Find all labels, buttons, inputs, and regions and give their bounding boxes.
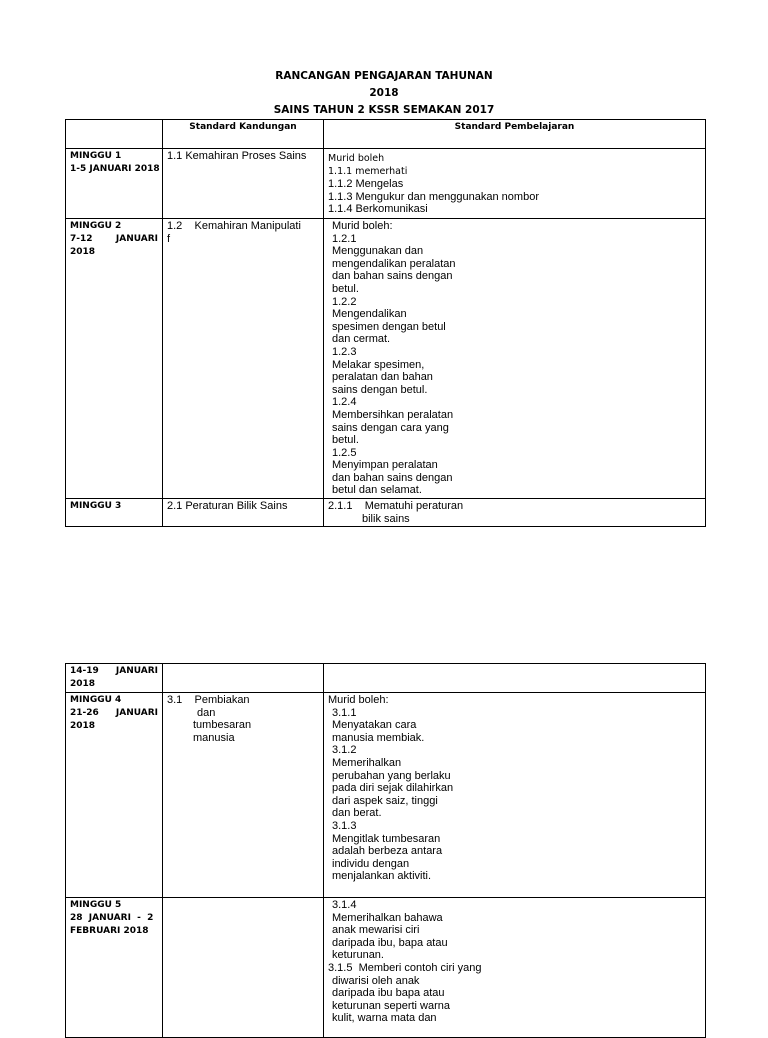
sp-line: diwarisi oleh anak <box>332 974 420 987</box>
week-year: 2018 <box>70 247 96 257</box>
week-date: 14-19 JANUARI <box>70 666 158 676</box>
week-label: MINGGU 5 <box>70 900 122 910</box>
sp-line: keturunan seperti warna <box>332 999 451 1012</box>
sp-line: 1.2.3 <box>332 345 357 358</box>
sp-line: 3.1.4 <box>332 899 357 911</box>
sp-line: dan berat. <box>332 807 382 820</box>
sp-line: betul dan selamat. <box>332 484 422 497</box>
sp-line: Membersihkan peralatan <box>332 408 454 421</box>
sp-line: individu dengan <box>332 857 410 870</box>
sp-line: betul. <box>332 434 359 447</box>
table-row <box>66 693 706 898</box>
sp-line: 1.2.1 <box>332 232 357 245</box>
sp-line: Memerihalkan <box>332 756 402 769</box>
sp-line: 1.1.3 Mengukur dan menggunakan nombor <box>328 190 539 203</box>
sp-line: Mengitlak tumbesaran <box>332 832 441 845</box>
sp-line: 3.1.2 <box>332 744 357 757</box>
sp-line: dan bahan sains dengan <box>332 270 453 283</box>
sp-line: sains dengan betul. <box>332 383 428 396</box>
sp-line: 1.1.4 Berkomunikasi <box>328 203 428 216</box>
standard-pembelajaran-cell <box>324 499 706 527</box>
week-cell <box>66 693 163 898</box>
sp-line: Menyatakan cara <box>332 719 417 732</box>
sp-line: Melakar spesimen, <box>332 358 425 371</box>
sp-line: 1.1.2 Mengelas <box>328 178 404 191</box>
sp-line: Murid boleh <box>328 153 385 164</box>
standard-kandungan-cell <box>163 664 324 693</box>
sp-line: spesimen dengan betul <box>332 320 446 333</box>
page-title <box>0 68 768 119</box>
standard-kandungan-cell <box>163 219 324 499</box>
week-year: 2018 <box>70 679 96 689</box>
sk-line: 3.1 Pembiakan <box>167 694 250 706</box>
sp-line: dari aspek saiz, tinggi <box>332 794 438 807</box>
sk-line: 1.2 Kemahiran Manipulati <box>167 220 301 232</box>
standard-kandungan-cell <box>163 693 324 898</box>
sp-line: daripada ibu bapa atau <box>332 987 445 1000</box>
lesson-plan-table-2 <box>65 663 706 1038</box>
sp-line: Menggunakan dan <box>332 245 424 258</box>
week-cell <box>66 149 163 219</box>
standard-kandungan-cell <box>163 149 324 219</box>
sp-line: Menyimpan peralatan <box>332 459 438 472</box>
week-label: MINGGU 1 <box>70 151 122 161</box>
sp-line: perubahan yang berlaku <box>332 769 451 782</box>
sp-line: adalah berbeza antara <box>332 845 443 858</box>
title-line-2: 2018 <box>369 87 399 99</box>
week-label: MINGGU 3 <box>70 501 122 512</box>
table-header-row <box>66 120 706 149</box>
sp-line: manusia membiak. <box>332 731 425 744</box>
sp-line: mengendalikan peralatan <box>332 257 456 270</box>
sp-line: peralatan dan bahan <box>332 371 433 384</box>
sp-line: 3.1.5 Memberi contoh ciri yang <box>328 961 482 974</box>
table-row <box>66 149 706 219</box>
week-date: 28 JANUARI - 2 <box>70 913 154 923</box>
standard-pembelajaran-cell <box>324 693 706 898</box>
sp-line: dan cermat. <box>332 333 391 346</box>
sp-line: bilik sains <box>362 512 410 525</box>
sp-line: betul. <box>332 282 359 295</box>
sp-line: daripada ibu, bapa atau <box>332 936 448 949</box>
week-date: 7-12 JANUARI <box>70 234 158 244</box>
table-row <box>66 499 706 527</box>
title-line-3: SAINS TAHUN 2 KSSR SEMAKAN 2017 <box>273 104 495 116</box>
sp-line: 1.2.4 <box>332 396 357 409</box>
sk-line: dan <box>197 706 216 719</box>
lesson-plan-table-1 <box>65 119 706 527</box>
sk-line: manusia <box>193 731 235 744</box>
sp-line: 1.1.1 memerhati <box>328 165 408 177</box>
week-label: MINGGU 4 <box>70 695 122 705</box>
sk-text: 2.1 Peraturan Bilik Sains <box>167 500 288 513</box>
week-cell <box>66 664 163 693</box>
week-date: FEBRUARI 2018 <box>70 926 149 936</box>
week-date: 21-26 JANUARI <box>70 708 158 718</box>
sp-line: 1.2.2 <box>332 295 357 308</box>
sp-line: 2.1.1 Mematuhi peraturan <box>328 500 464 513</box>
sp-line: 1.2.5 <box>332 446 357 459</box>
sp-line: pada diri sejak dilahirkan <box>332 782 454 795</box>
sp-line: Memerihalkan bahawa <box>332 911 443 924</box>
standard-pembelajaran-cell <box>324 149 706 219</box>
title-line-1: RANCANGAN PENGAJARAN TAHUNAN <box>275 70 493 82</box>
sp-line: Murid boleh: <box>328 694 389 706</box>
sp-line: anak mewarisi ciri <box>332 924 420 937</box>
sp-line: menjalankan aktiviti. <box>332 870 432 883</box>
sp-line: Murid boleh: <box>332 220 393 232</box>
standard-pembelajaran-cell <box>324 664 706 693</box>
sp-line: keturunan. <box>332 949 384 962</box>
sp-line: kulit, warna mata dan <box>332 1012 437 1025</box>
sp-line: sains dengan cara yang <box>332 421 449 434</box>
week-date: 1-5 JANUARI 2018 <box>70 164 160 174</box>
sk-line: f <box>167 232 171 245</box>
week-label: MINGGU 2 <box>70 221 122 231</box>
header-standard-pembelajaran: Standard Pembelajaran <box>324 120 706 149</box>
sk-text: 1.1 Kemahiran Proses Sains <box>167 150 307 162</box>
week-cell <box>66 898 163 1038</box>
standard-pembelajaran-cell <box>324 898 706 1038</box>
week-cell <box>66 499 163 527</box>
sp-line: Mengendalikan <box>332 308 407 321</box>
table-row <box>66 898 706 1038</box>
standard-pembelajaran-cell <box>324 219 706 499</box>
sp-line: 3.1.1 <box>332 706 357 719</box>
standard-kandungan-cell <box>163 898 324 1038</box>
week-cell <box>66 219 163 499</box>
header-standard-kandungan: Standard Kandungan <box>163 120 324 149</box>
week-year: 2018 <box>70 721 96 731</box>
table-row <box>66 219 706 499</box>
table-row <box>66 664 706 693</box>
sp-line: 3.1.3 <box>332 819 357 832</box>
sk-line: tumbesaran <box>193 719 252 732</box>
standard-kandungan-cell <box>163 499 324 527</box>
sp-line: dan bahan sains dengan <box>332 471 453 484</box>
